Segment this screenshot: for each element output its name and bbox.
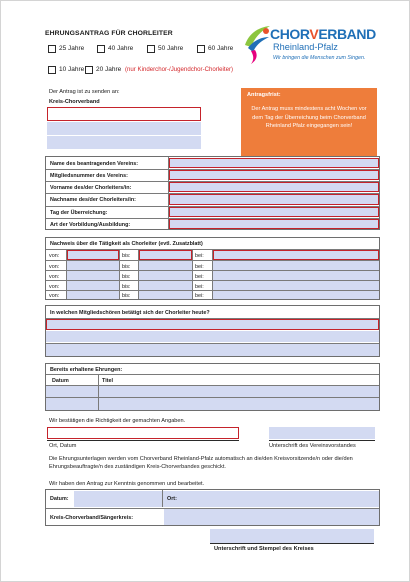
checkbox-20-years[interactable] (85, 66, 93, 74)
checkbox-20-years-label: 20 Jahre (96, 66, 122, 73)
activity-to-field[interactable] (139, 291, 192, 299)
activity-at-label: bei: (195, 264, 204, 270)
checkbox-40-years[interactable] (97, 45, 105, 53)
honors-header: Bereits erhaltene Ehrungen: (50, 367, 123, 373)
activity-to-label: bis: (122, 284, 131, 290)
honor-date-field[interactable] (46, 398, 98, 410)
activity-from-field[interactable] (67, 271, 119, 280)
ack-place-field[interactable] (184, 491, 379, 507)
activity-to-label: bis: (122, 274, 131, 280)
deadline-text: Der Antrag muss mindestens acht Wochen vor dem Tag der Überreichung beim Chorverband Rheinland Pfalz eingegangen sein! (251, 106, 367, 130)
activity-col-divider (119, 249, 120, 299)
activity-at-field[interactable] (213, 261, 379, 270)
activity-at-label: bei: (195, 253, 204, 259)
send-to-intro: Der Antrag ist zu senden an: (49, 89, 120, 95)
deadline-box (241, 88, 377, 156)
award-date-label: Tag der Überreichung: (50, 210, 108, 216)
deadline-heading: Antragsfrist: (247, 92, 281, 98)
activity-from-field[interactable] (67, 291, 119, 299)
district-field[interactable] (164, 509, 379, 525)
activity-from-label: von: (49, 293, 60, 299)
checkbox-60-years-label: 60 Jahre (208, 45, 234, 52)
form-title: EHRUNGSANTRAG FÜR CHORLEITER (45, 30, 173, 37)
member-number-field[interactable] (169, 170, 379, 180)
notice-text: Die Ehrungsunterlagen werden vom Chorverband Rheinland-Pfalz automatisch an die/den Kreisvorsitzende/n oder die/den Ehrungsbeauftragte/n des zuständigen Kreis-Chorverbandes geschickt. (49, 456, 353, 470)
honors-table (45, 363, 380, 411)
chorverband-logo (239, 23, 389, 69)
checkbox-60-years[interactable] (197, 45, 205, 53)
recipient-street-field[interactable] (47, 122, 201, 135)
honors-col-title: Titel (102, 378, 113, 384)
place-date-field[interactable] (47, 427, 239, 439)
logo-wordmark: CHORVERBAND (270, 26, 376, 42)
member-choir-field[interactable] (46, 344, 379, 356)
checkbox-10-years-label: 10 Jahre (59, 66, 85, 73)
kinderchor-note: (nur Kinderchor-/Jugendchor-Chorleiter) (125, 66, 234, 73)
district-signature-caption: Unterschrift und Stempel des Kreises (214, 546, 314, 552)
training-label: Art der Vorbildung/Ausbildung: (50, 222, 131, 228)
club-name-label: Name des beantragenden Vereins: (50, 161, 139, 167)
checkbox-25-years[interactable] (48, 45, 56, 53)
activity-from-field[interactable] (67, 281, 119, 290)
activity-from-label: von: (49, 264, 60, 270)
recipient-name-field[interactable] (47, 107, 201, 121)
checkbox-10-years[interactable] (48, 66, 56, 74)
singing-figure-icon (239, 23, 273, 65)
activity-from-label: von: (49, 284, 60, 290)
activity-at-label: bei: (195, 293, 204, 299)
first-name-field[interactable] (169, 182, 379, 192)
place-date-line (47, 440, 239, 441)
place-date-caption: Ort, Datum (49, 443, 77, 449)
activity-from-field[interactable] (67, 250, 119, 260)
member-choir-field[interactable] (46, 319, 379, 330)
activity-to-field[interactable] (139, 271, 192, 280)
ack-date-label: Datum: (50, 496, 69, 502)
checkbox-50-years-label: 50 Jahre (158, 45, 184, 52)
club-name-field[interactable] (169, 158, 379, 168)
activity-from-field[interactable] (67, 261, 119, 270)
activity-col-divider (192, 249, 193, 299)
logo-slogan: Wir bringen die Menschen zum Singen. (273, 55, 366, 61)
member-choirs-question: In welchen Mitgliedschören betätigt sich der Chorleiter heute? (50, 310, 210, 316)
club-signature-field[interactable] (269, 427, 375, 439)
member-choir-field[interactable] (46, 331, 379, 342)
first-name-label: Vorname des/der Chorleiters/in: (50, 185, 132, 191)
activity-at-label: bei: (195, 274, 204, 280)
training-field[interactable] (169, 219, 379, 229)
recipient-city-field[interactable] (47, 136, 201, 149)
activity-at-field[interactable] (213, 291, 379, 299)
activity-to-field[interactable] (139, 250, 192, 260)
ack-place-label: Ort: (167, 496, 177, 502)
ack-table (45, 489, 380, 526)
club-signature-caption: Unterschrift des Vereinsvorstandes (269, 443, 356, 449)
checkbox-40-years-label: 40 Jahre (108, 45, 134, 52)
last-name-label: Nachname des/der Chorleiters/in: (50, 197, 136, 203)
activity-at-field[interactable] (213, 281, 379, 290)
club-info-table (45, 156, 380, 230)
honor-title-field[interactable] (99, 398, 379, 410)
activity-table (45, 237, 380, 300)
activity-to-label: bis: (122, 253, 131, 259)
checkbox-50-years[interactable] (147, 45, 155, 53)
honors-col-date: Datum (52, 378, 69, 384)
send-to-recipient: Kreis-Chorverband (49, 99, 100, 105)
activity-to-field[interactable] (139, 261, 192, 270)
award-date-field[interactable] (169, 207, 379, 217)
club-signature-line (269, 440, 375, 441)
ack-col-divider (162, 490, 163, 507)
activity-from-label: von: (49, 253, 60, 259)
logo-region: Rheinland-Pfalz (273, 42, 338, 52)
activity-at-label: bei: (195, 284, 204, 290)
activity-to-field[interactable] (139, 281, 192, 290)
member-choirs-table (45, 305, 380, 357)
checkbox-25-years-label: 25 Jahre (59, 45, 85, 52)
activity-to-label: bis: (122, 293, 131, 299)
activity-to-label: bis: (122, 264, 131, 270)
honor-date-field[interactable] (46, 386, 98, 397)
honor-title-field[interactable] (99, 386, 379, 397)
confirm-text: Wir bestätigen die Richtigkeit der gemachten Angaben. (49, 418, 186, 424)
activity-from-label: von: (49, 274, 60, 280)
ack-text: Wir haben den Antrag zur Kenntnis genommen und bearbeitet. (49, 481, 205, 487)
activity-at-field[interactable] (213, 271, 379, 280)
honors-row-divider (46, 374, 379, 375)
activity-header: Nachweis über die Tätigkeit als Chorleiter (evtl. Zusatzblatt) (50, 241, 203, 247)
last-name-field[interactable] (169, 194, 379, 205)
district-signature-line (210, 543, 374, 544)
member-number-label: Mitgliedsnummer des Vereins: (50, 173, 128, 179)
activity-at-field[interactable] (213, 250, 379, 260)
district-label: Kreis-Chorverband/Sängerkreis: (50, 515, 133, 521)
district-signature-field[interactable] (210, 529, 374, 543)
